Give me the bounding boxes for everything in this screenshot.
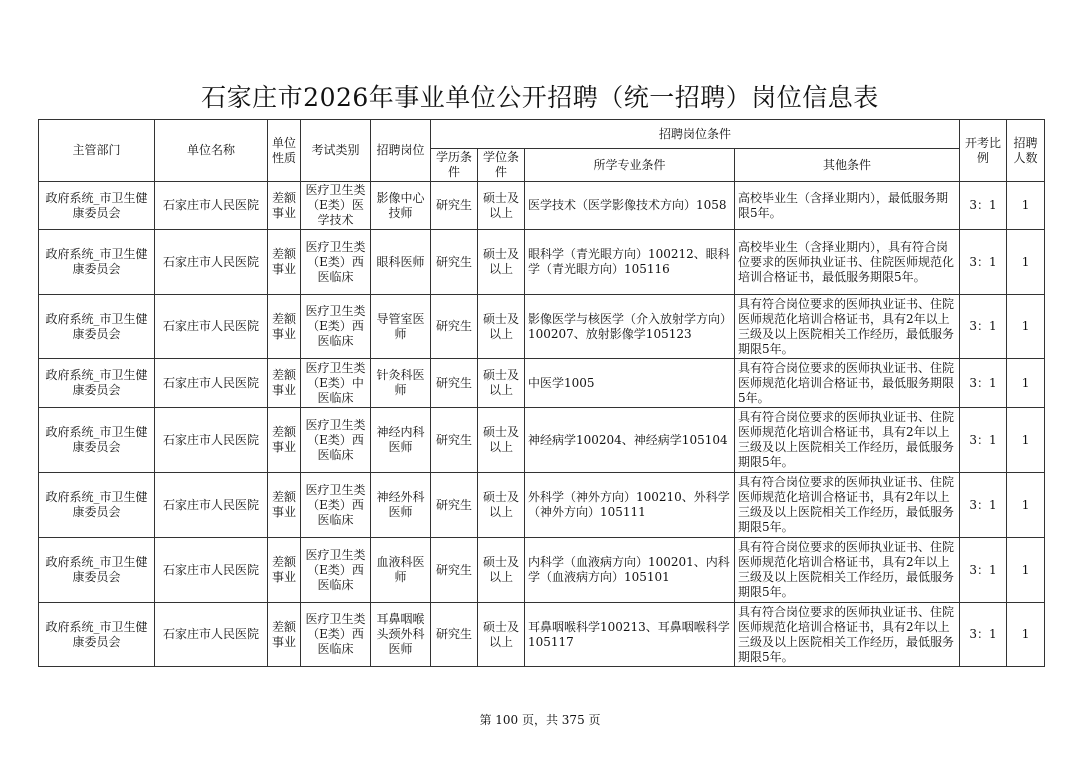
exam-cell: 医疗卫生类（E类）医学技术 — [301, 182, 371, 230]
post-cell: 神经内科医师 — [371, 408, 431, 473]
dept-cell: 政府系统_市卫生健康委员会 — [39, 408, 155, 473]
other-cell: 高校毕业生（含择业期内），最低服务期限5年。 — [735, 182, 960, 230]
unit-cell: 石家庄市人民医院 — [155, 295, 268, 359]
nature-cell: 差额事业 — [268, 538, 301, 603]
ratio-cell: 3：1 — [960, 603, 1007, 667]
degree-cell: 硕士及以上 — [478, 230, 525, 295]
other-cell: 具有符合岗位要求的医师执业证书、住院医师规范化培训合格证书，具有2年以上三级及以上医院相关工作经历，最低服务期限5年。 — [735, 538, 960, 603]
header-unit: 单位名称 — [155, 120, 268, 182]
dept-cell: 政府系统_市卫生健康委员会 — [39, 230, 155, 295]
count-cell: 1 — [1007, 295, 1045, 359]
header-other: 其他条件 — [735, 149, 960, 182]
header-nature: 单位性质 — [268, 120, 301, 182]
nature-cell: 差额事业 — [268, 473, 301, 538]
table-row — [39, 473, 1045, 538]
count-cell: 1 — [1007, 359, 1045, 408]
other-cell: 具有符合岗位要求的医师执业证书、住院医师规范化培训合格证书，具有2年以上三级及以上医院相关工作经历，最低服务期限5年。 — [735, 408, 960, 473]
page-number: 第 100 页，共 375 页 — [479, 713, 601, 727]
table-row — [39, 295, 1045, 359]
other-cell: 具有符合岗位要求的医师执业证书、住院医师规范化培训合格证书，具有2年以上三级及以上医院相关工作经历，最低服务期限5年。 — [735, 295, 960, 359]
exam-cell: 医疗卫生类（E类）西医临床 — [301, 295, 371, 359]
dept-cell: 政府系统_市卫生健康委员会 — [39, 359, 155, 408]
header-major: 所学专业条件 — [525, 149, 735, 182]
degree-cell: 硕士及以上 — [478, 603, 525, 667]
unit-cell: 石家庄市人民医院 — [155, 230, 268, 295]
header-dept: 主管部门 — [39, 120, 155, 182]
degree-cell: 硕士及以上 — [478, 408, 525, 473]
ratio-cell: 3：1 — [960, 359, 1007, 408]
nature-cell: 差额事业 — [268, 603, 301, 667]
nature-cell: 差额事业 — [268, 182, 301, 230]
table-row — [39, 230, 1045, 295]
ratio-cell: 3：1 — [960, 538, 1007, 603]
post-cell: 影像中心技师 — [371, 182, 431, 230]
unit-cell: 石家庄市人民医院 — [155, 473, 268, 538]
nature-cell: 差额事业 — [268, 408, 301, 473]
unit-cell: 石家庄市人民医院 — [155, 359, 268, 408]
exam-cell: 医疗卫生类（E类）西医临床 — [301, 473, 371, 538]
edu-cell: 研究生 — [431, 359, 478, 408]
dept-cell: 政府系统_市卫生健康委员会 — [39, 295, 155, 359]
edu-cell: 研究生 — [431, 603, 478, 667]
other-cell: 具有符合岗位要求的医师执业证书、住院医师规范化培训合格证书，具有2年以上三级及以上医院相关工作经历，最低服务期限5年。 — [735, 603, 960, 667]
dept-cell: 政府系统_市卫生健康委员会 — [39, 182, 155, 230]
other-cell: 具有符合岗位要求的医师执业证书、住院医师规范化培训合格证书，具有2年以上三级及以上医院相关工作经历，最低服务期限5年。 — [735, 473, 960, 538]
nature-cell: 差额事业 — [268, 295, 301, 359]
unit-cell: 石家庄市人民医院 — [155, 603, 268, 667]
degree-cell: 硕士及以上 — [478, 182, 525, 230]
edu-cell: 研究生 — [431, 295, 478, 359]
post-cell: 耳鼻咽喉头颈外科医师 — [371, 603, 431, 667]
major-cell: 影像医学与核医学（介入放射学方向）100207、放射影像学105123 — [525, 295, 735, 359]
ratio-cell: 3：1 — [960, 473, 1007, 538]
other-cell: 高校毕业生（含择业期内），具有符合岗位要求的医师执业证书、住院医师规范化培训合格证书，最低服务期限5年。 — [735, 230, 960, 295]
header-degree: 学位条件 — [478, 149, 525, 182]
exam-cell: 医疗卫生类（E类）西医临床 — [301, 408, 371, 473]
count-cell: 1 — [1007, 473, 1045, 538]
edu-cell: 研究生 — [431, 408, 478, 473]
ratio-cell: 3：1 — [960, 295, 1007, 359]
other-cell: 具有符合岗位要求的医师执业证书、住院医师规范化培训合格证书，最低服务期限5年。 — [735, 359, 960, 408]
table-row — [39, 538, 1045, 603]
count-cell: 1 — [1007, 408, 1045, 473]
table-row — [39, 182, 1045, 230]
major-cell: 内科学（血液病方向）100201、内科学（血液病方向）105101 — [525, 538, 735, 603]
count-cell: 1 — [1007, 538, 1045, 603]
ratio-cell: 3：1 — [960, 230, 1007, 295]
post-cell: 导管室医师 — [371, 295, 431, 359]
ratio-cell: 3：1 — [960, 408, 1007, 473]
major-cell: 眼科学（青光眼方向）100212、眼科学（青光眼方向）105116 — [525, 230, 735, 295]
major-cell: 医学技术（医学影像技术方向）1058 — [525, 182, 735, 230]
degree-cell: 硕士及以上 — [478, 538, 525, 603]
post-cell: 针灸科医师 — [371, 359, 431, 408]
major-cell: 外科学（神外方向）100210、外科学（神外方向）105111 — [525, 473, 735, 538]
unit-cell: 石家庄市人民医院 — [155, 408, 268, 473]
unit-cell: 石家庄市人民医院 — [155, 538, 268, 603]
post-cell: 神经外科医师 — [371, 473, 431, 538]
major-cell: 神经病学100204、神经病学105104 — [525, 408, 735, 473]
header-post: 招聘岗位 — [371, 120, 431, 182]
table-row — [39, 359, 1045, 408]
unit-cell: 石家庄市人民医院 — [155, 182, 268, 230]
degree-cell: 硕士及以上 — [478, 473, 525, 538]
header-exam: 考试类别 — [301, 120, 371, 182]
header-edu: 学历条件 — [431, 149, 478, 182]
edu-cell: 研究生 — [431, 230, 478, 295]
page-title: 石家庄市2026年事业单位公开招聘（统一招聘）岗位信息表 — [201, 83, 879, 112]
degree-cell: 硕士及以上 — [478, 295, 525, 359]
table-row — [39, 408, 1045, 473]
edu-cell: 研究生 — [431, 538, 478, 603]
post-cell: 眼科医师 — [371, 230, 431, 295]
exam-cell: 医疗卫生类（E类）西医临床 — [301, 538, 371, 603]
nature-cell: 差额事业 — [268, 359, 301, 408]
major-cell: 中医学1005 — [525, 359, 735, 408]
job-table — [38, 119, 1045, 667]
degree-cell: 硕士及以上 — [478, 359, 525, 408]
dept-cell: 政府系统_市卫生健康委员会 — [39, 538, 155, 603]
major-cell: 耳鼻咽喉科学100213、耳鼻咽喉科学105117 — [525, 603, 735, 667]
count-cell: 1 — [1007, 182, 1045, 230]
dept-cell: 政府系统_市卫生健康委员会 — [39, 603, 155, 667]
exam-cell: 医疗卫生类（E类）西医临床 — [301, 603, 371, 667]
header-conditions: 招聘岗位条件 — [431, 120, 960, 149]
header-ratio: 开考比例 — [960, 120, 1007, 182]
dept-cell: 政府系统_市卫生健康委员会 — [39, 473, 155, 538]
exam-cell: 医疗卫生类（E类）西医临床 — [301, 230, 371, 295]
table-header — [39, 120, 1045, 182]
edu-cell: 研究生 — [431, 473, 478, 538]
count-cell: 1 — [1007, 603, 1045, 667]
nature-cell: 差额事业 — [268, 230, 301, 295]
post-cell: 血液科医师 — [371, 538, 431, 603]
table-row — [39, 603, 1045, 667]
header-count: 招聘人数 — [1007, 120, 1045, 182]
table-body — [39, 182, 1045, 667]
count-cell: 1 — [1007, 230, 1045, 295]
ratio-cell: 3：1 — [960, 182, 1007, 230]
edu-cell: 研究生 — [431, 182, 478, 230]
exam-cell: 医疗卫生类（E类）中医临床 — [301, 359, 371, 408]
